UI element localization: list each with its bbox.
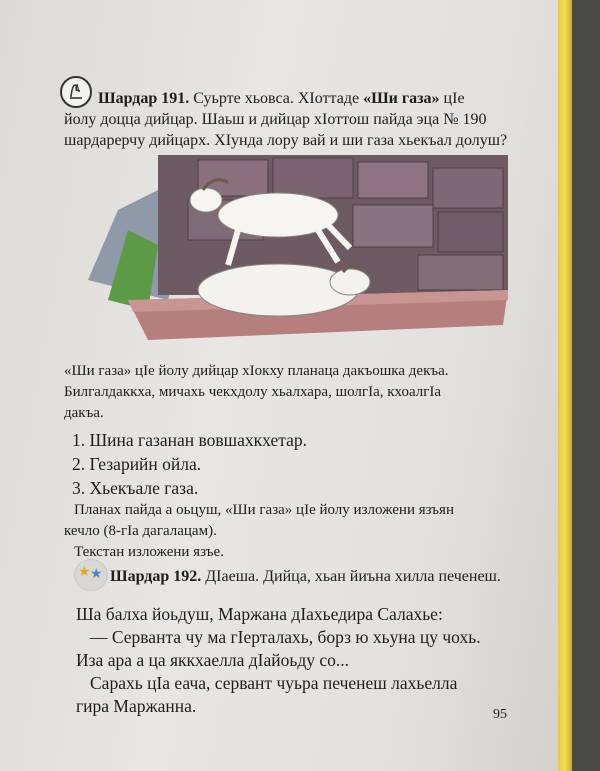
- plan-item-1: 1. Шина газанан вовшахкхетар.: [72, 430, 308, 450]
- two-stars-icon: ★ ★: [75, 560, 107, 590]
- plan-intro-line-3: дакъа.: [64, 405, 104, 421]
- story-title-quote: «Ши газа»: [363, 90, 440, 107]
- task-191-line-1: [98, 88, 508, 110]
- task-191-line-2: йолу доцца дийцар. Шаьш и дийцар хIоттош пайда эца № 190: [64, 111, 487, 128]
- story-line-2: — Серванта чу ма гIерталахь, борз ю хьуна цу чохь.: [90, 627, 481, 647]
- task-192-line: [110, 566, 501, 588]
- task-191-line-3: шардарерчу дийцарх. ХIунда лору вай и ши газа хьекъал долуш?: [64, 132, 508, 149]
- story-line-5: гира Маржанна.: [76, 696, 197, 716]
- instructions-line-1: Планах пайда а оьцуш, «Ши газа» цIе йолу изложени язъян: [74, 502, 454, 518]
- writing-hand-icon: [60, 76, 92, 108]
- instructions-line-3: Текстан изложени язъе.: [74, 544, 224, 560]
- plan-intro-line-1: «Ши газа» цIе йолу дийцар хIокху планаца дакъошка декъа.: [64, 363, 449, 379]
- story-line-4: Сарахь цIа еача, сервант чуьра печенеш лахьелла: [90, 673, 458, 693]
- task-191-text: Суьрте хьовса. ХIоттаде: [189, 90, 364, 107]
- background-surface: [572, 0, 600, 771]
- plan-item-3: 3. Хьекъале газа.: [72, 478, 199, 498]
- task-192-heading: Шардар 192.: [110, 568, 202, 585]
- page-edge: [558, 0, 572, 771]
- story-line-1: Ша балха йоьдуш, Маржана дIахьедира Салахье:: [76, 604, 443, 624]
- page-number: 95: [493, 707, 507, 722]
- task-192-text: ДIаеша. Дийца, хьан йиъна хилла печенеш.: [201, 568, 501, 585]
- task-191-text: цIе: [439, 90, 465, 107]
- plan-intro-line-2: Билгалдаккха, мичахь чекхдолу хьалхара, шолгIа, кхоалгIа: [64, 384, 442, 400]
- two-goats-illustration: [88, 150, 510, 345]
- task-191-heading: Шардар 191.: [98, 90, 190, 107]
- plan-item-2: 2. Гезарийн ойла.: [72, 454, 202, 474]
- story-line-3: Иза ара а ца яккхаелла дIайоьду со...: [76, 650, 349, 670]
- instructions-line-2: кечло (8-гIа дагалацам).: [64, 523, 217, 539]
